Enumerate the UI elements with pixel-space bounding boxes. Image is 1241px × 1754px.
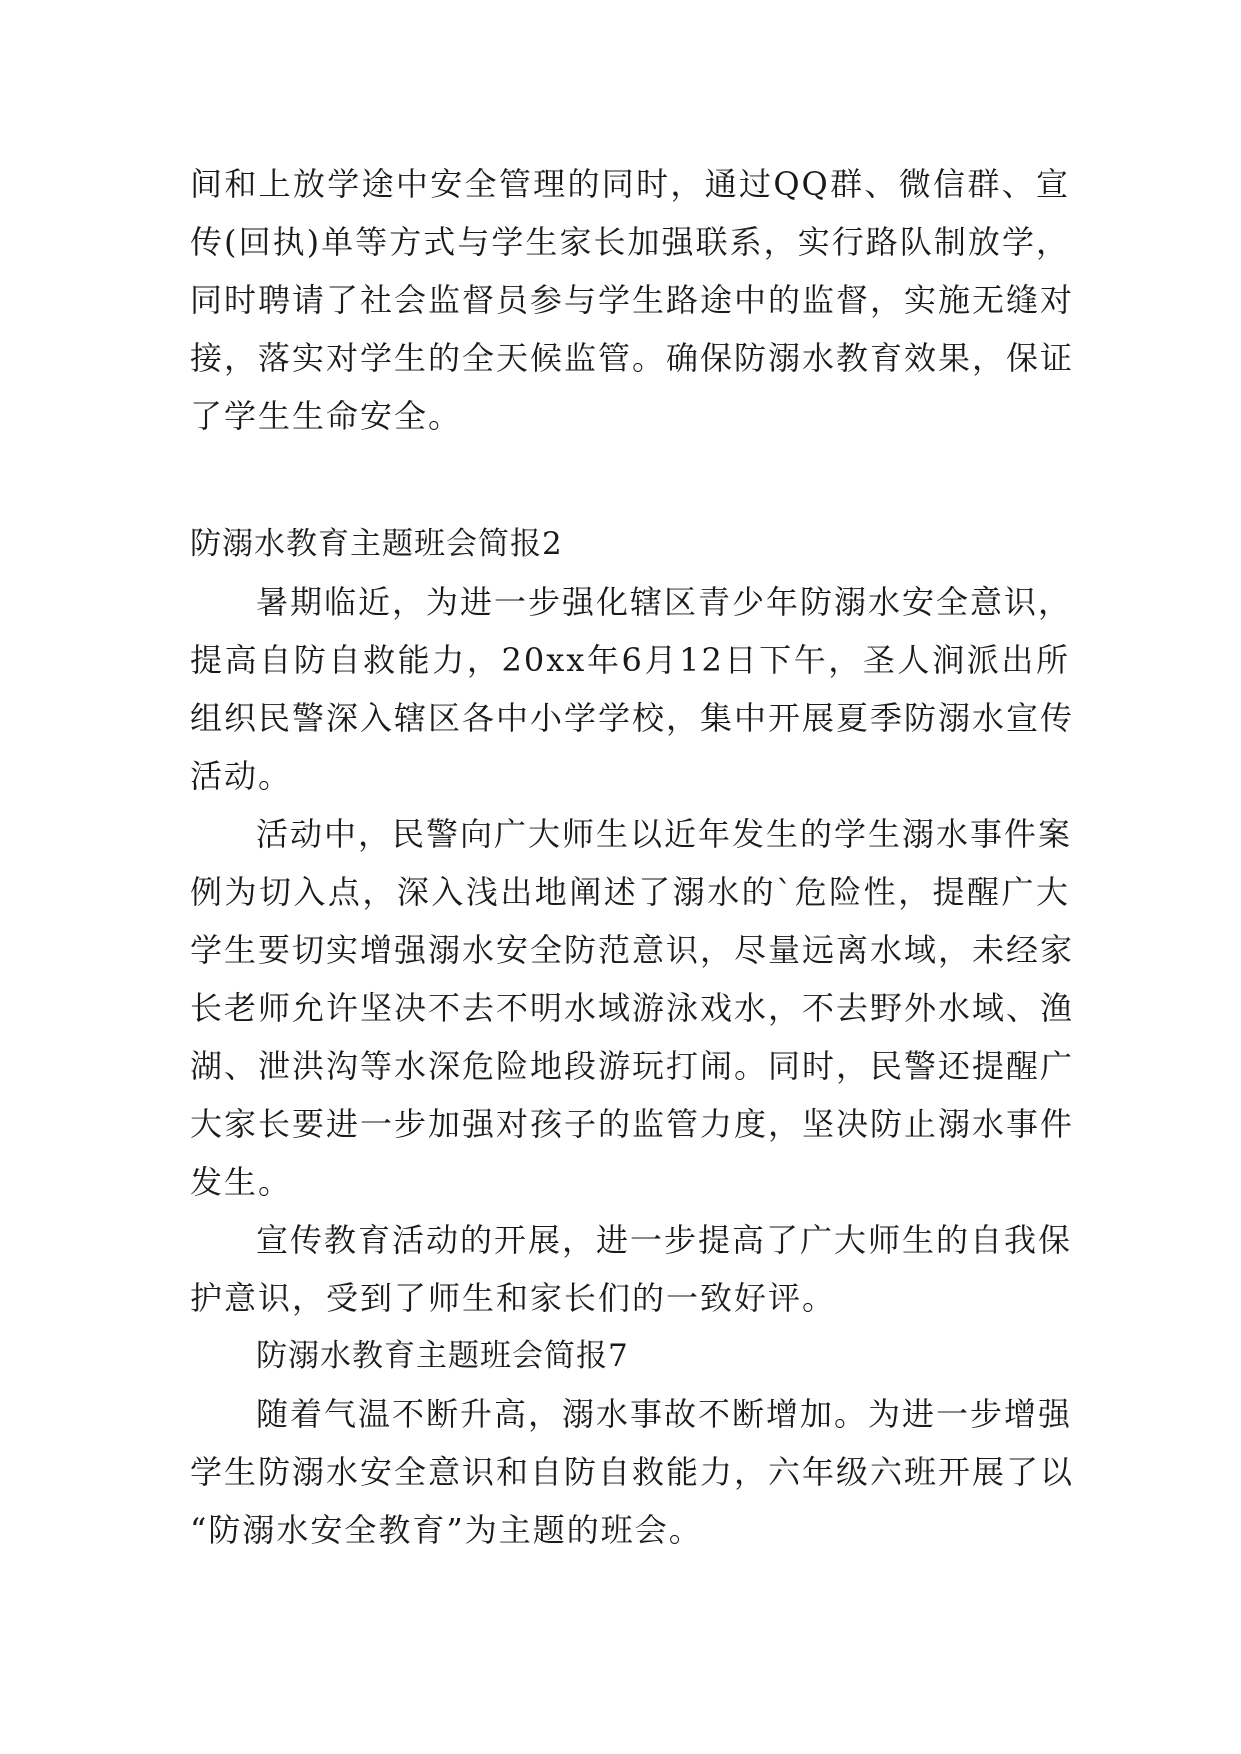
body-text-line: 了学生生命安全。 [190, 397, 463, 435]
section-heading: 防溺水教育主题班会简报2 [190, 526, 563, 562]
body-text-line: 发生。 [190, 1163, 293, 1201]
body-text-line: 同时聘请了社会监督员参与学生路途中的监督，实施无缝对 [190, 281, 1075, 319]
body-text-line: “防溺水安全教育”为主题的班会。 [190, 1511, 703, 1549]
body-text-line: 随着气温不断升高，溺水事故不断增加。为进一步增强 [256, 1395, 1073, 1433]
body-text-line: 护意识，受到了师生和家长们的一致好评。 [190, 1279, 837, 1317]
body-text-line: 学生要切实增强溺水安全防范意识，尽量远离水域，未经家 [190, 931, 1075, 969]
body-text-line: 组织民警深入辖区各中小学学校，集中开展夏季防溺水宣传 [190, 699, 1075, 737]
body-text-line: 长老师允许坚决不去不明水域游泳戏水，不去野外水域、渔 [190, 989, 1075, 1027]
body-text-line: 暑期临近，为进一步强化辖区青少年防溺水安全意识， [256, 583, 1073, 621]
body-text-line: 接，落实对学生的全天候监管。确保防溺水教育效果，保证 [190, 339, 1075, 377]
body-text-line: 大家长要进一步加强对孩子的监管力度，坚决防止溺水事件 [190, 1105, 1075, 1143]
section-gap [190, 445, 1070, 515]
body-text-line: 宣传教育活动的开展，进一步提高了广大师生的自我保 [256, 1221, 1073, 1259]
body-text-line: 湖、泄洪沟等水深危险地段游玩打闹。同时，民警还提醒广 [190, 1047, 1075, 1085]
body-text-line: 学生防溺水安全意识和自防自救能力，六年级六班开展了以 [190, 1453, 1075, 1491]
body-text-line: 例为切入点，深入浅出地阐述了溺水的`危险性，提醒广大 [190, 873, 1070, 911]
body-text-line: 提高自防自救能力，20xx年6月12日下午，圣人涧派出所 [190, 641, 1070, 679]
body-text-line: 活动中，民警向广大师生以近年发生的学生溺水事件案 [256, 815, 1073, 853]
body-text-line: 活动。 [190, 757, 293, 795]
body-text-line: 传(回执)单等方式与学生家长加强联系，实行路队制放学， [190, 223, 1070, 261]
section-heading: 防溺水教育主题班会简报7 [256, 1338, 629, 1374]
document-body [190, 155, 1075, 1559]
body-text-line: 间和上放学途中安全管理的同时，通过QQ群、微信群、宣 [190, 165, 1070, 203]
